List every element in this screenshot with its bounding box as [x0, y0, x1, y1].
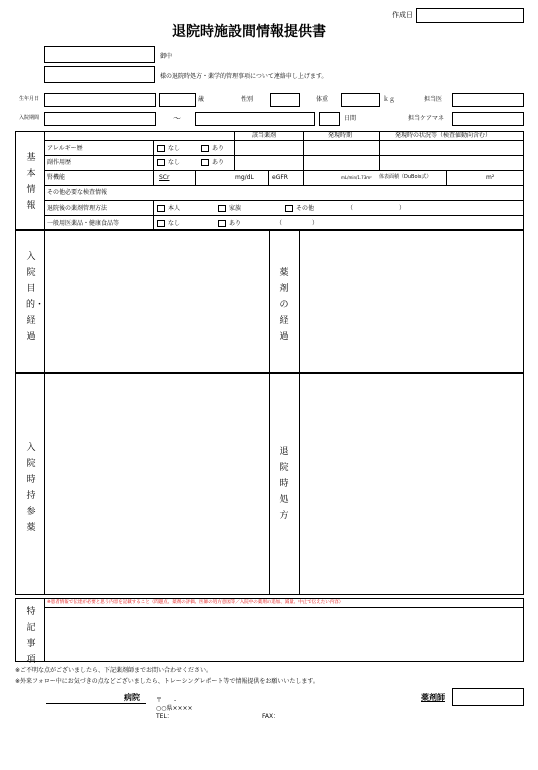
fax-label: FAX： [262, 713, 280, 720]
side-effect-label: 副作用歴 [47, 159, 72, 166]
brought-drugs-field[interactable] [45, 374, 268, 594]
weight-field[interactable] [341, 93, 380, 107]
management-other-checkbox[interactable] [285, 205, 293, 212]
sex-label: 性別 [241, 96, 254, 103]
footer-note-2: ※外来フォロー中にお気づきの点などございましたら、トレーシングレポート等で情報提供をお願いいたします。 [15, 678, 319, 685]
notes-field[interactable] [45, 608, 523, 661]
col-drug-header: 該当薬剤 [252, 132, 277, 139]
side-effect-none-label: なし [168, 159, 181, 166]
footer-note-1: ※ご不明な点がございましたら、下記薬剤師までお問い合わせください。 [15, 667, 213, 674]
management-family-checkbox[interactable] [218, 205, 226, 212]
otc-none-label: なし [168, 220, 181, 227]
bsa-label: 体表面積（DuBois式） [379, 174, 432, 180]
management-paren-close: ） [399, 205, 406, 212]
care-manager-label: 担当ケアマネ [408, 115, 445, 122]
created-date-label: 作成日 [392, 11, 413, 19]
age-unit: 歳 [198, 96, 205, 103]
management-paren-open: （ [347, 205, 354, 212]
notes-label: 特記事項 [26, 607, 36, 665]
otc-paren-close: ） [312, 220, 319, 227]
col-status-header: 発現時の状況等（検査値動向含む） [395, 132, 492, 139]
drug-course-label: 薬剤の経過 [279, 268, 289, 342]
admission-date-field[interactable] [44, 112, 156, 126]
weight-unit: ｋｇ [383, 96, 396, 103]
otc-paren-open: （ [276, 220, 283, 227]
postal-code: 〒 - [156, 697, 177, 704]
management-other-label: その他 [296, 205, 315, 212]
allergy-yes-checkbox[interactable] [201, 145, 209, 152]
scr-unit: mg/dL [235, 174, 254, 181]
side-effect-yes-label: あり [212, 159, 225, 166]
birthdate-field[interactable] [44, 93, 156, 107]
hospital-label: 病院 [124, 693, 140, 702]
management-label: 退院後の薬剤管理方法 [47, 205, 108, 212]
created-date-field[interactable] [416, 8, 524, 23]
doctor-field[interactable] [452, 93, 524, 107]
discharge-date-field[interactable] [195, 112, 315, 126]
brought-drugs-label: 入院時持参薬 [26, 443, 36, 533]
birthdate-label: 生年月日 [19, 96, 40, 102]
egfr-label: eGFR [272, 174, 288, 181]
drug-course-field[interactable] [300, 231, 523, 372]
otc-none-checkbox[interactable] [157, 220, 165, 227]
otc-yes-label: あり [229, 220, 242, 227]
renal-label: 腎機能 [47, 174, 66, 181]
side-effect-yes-checkbox[interactable] [201, 159, 209, 166]
purpose-label: 入院目的・経過 [26, 252, 45, 342]
bsa-unit: m² [486, 174, 495, 181]
age-field[interactable] [159, 93, 196, 107]
management-self-label: 本人 [168, 205, 181, 212]
sex-field[interactable] [270, 93, 300, 107]
allergy-none-checkbox[interactable] [157, 145, 165, 152]
allergy-none-label: なし [168, 145, 181, 152]
allergy-label: アレルギー歴 [47, 145, 83, 152]
allergy-yes-label: あり [212, 145, 225, 152]
tel-label: TEL： [156, 713, 173, 720]
doctor-label: 担当医 [424, 96, 443, 103]
pharmacist-label: 薬剤師 [421, 693, 445, 702]
notes-hint: ※患者情報で伝達が必要と思う内容を記載すること（問題点、薬剤の評価、医師の処方意図等／入院中の薬剤の追加、減量、中止で伝えたい内容） [47, 600, 344, 605]
scr-label: SCr [159, 174, 170, 181]
stay-period-label: 入院期間 [19, 115, 40, 121]
management-self-checkbox[interactable] [157, 205, 165, 212]
intro-text: 様の退院時処方・薬学的管理事項について連絡申し上げます。 [160, 73, 328, 80]
tilde: ～ [173, 114, 181, 123]
recipient-facility-field[interactable] [44, 46, 155, 63]
col-onset-header: 発現時期 [328, 132, 353, 139]
recipient-suffix: 御中 [160, 53, 173, 60]
management-family-label: 家族 [229, 205, 242, 212]
other-tests-label: その他必要な検査情報 [47, 189, 108, 196]
pharmacist-name-field[interactable] [452, 688, 524, 706]
discharge-rx-field[interactable] [300, 374, 523, 594]
discharge-rx-label: 退院時処方 [279, 447, 289, 521]
document-title: 退院時施設間情報提供書 [172, 24, 326, 40]
side-effect-none-checkbox[interactable] [157, 159, 165, 166]
address-text: ○○県×××× [156, 705, 193, 712]
egfr-unit: mL/min/1.73m² [341, 175, 372, 180]
weight-label: 体重 [316, 96, 329, 103]
patient-name-field[interactable] [44, 66, 155, 83]
care-manager-field[interactable] [452, 112, 524, 126]
otc-yes-checkbox[interactable] [218, 220, 226, 227]
otc-label: 一般用医薬品・健康食品等 [47, 220, 120, 227]
basic-info-label: 基本情報 [26, 153, 36, 211]
days-label: 日間 [344, 115, 357, 122]
stay-days-field[interactable] [319, 112, 340, 126]
purpose-field[interactable] [45, 231, 268, 372]
